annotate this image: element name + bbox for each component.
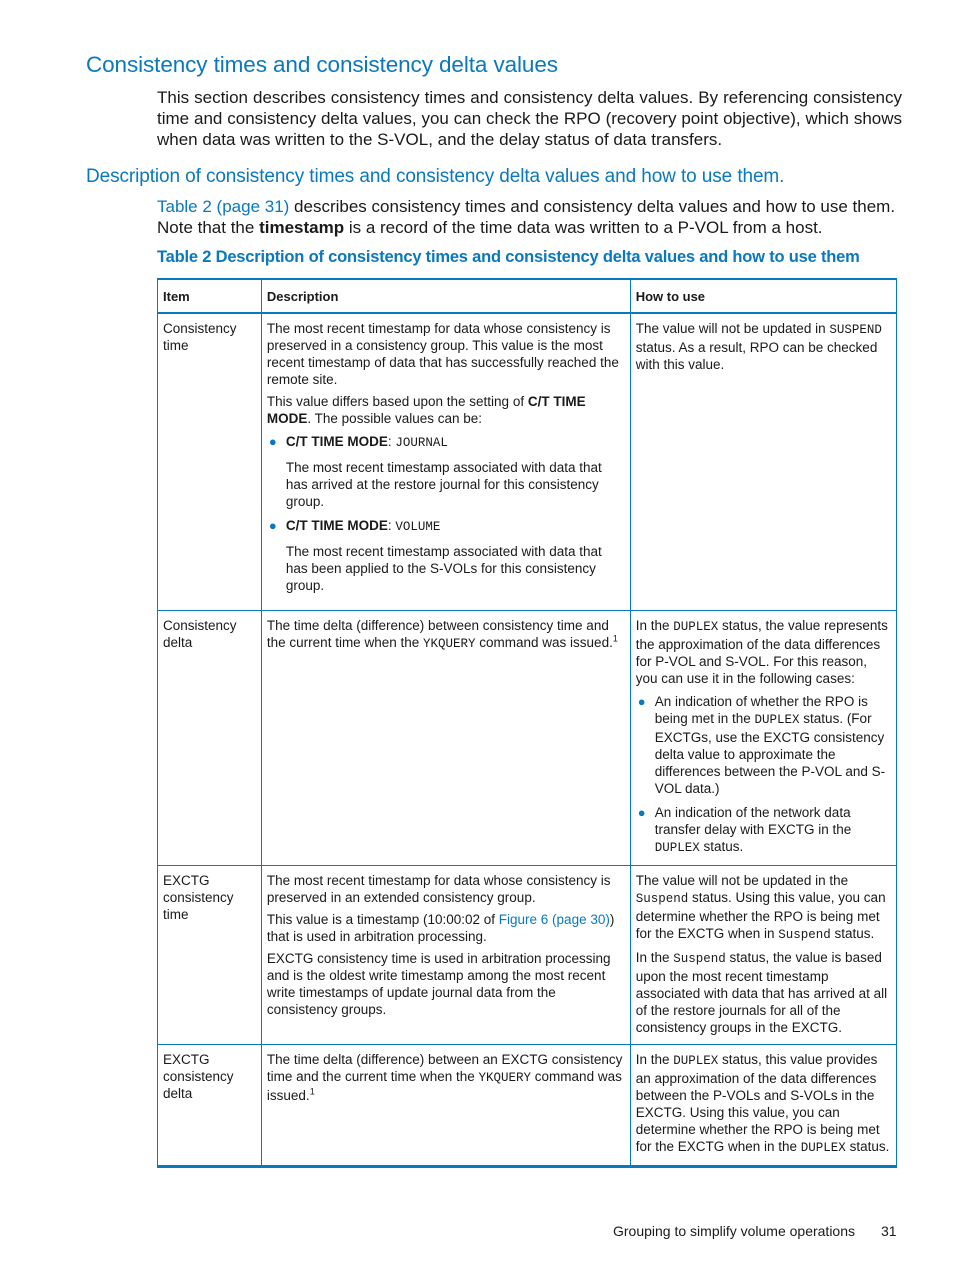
header-description: Description — [261, 279, 630, 313]
item-cell: Consistency delta — [158, 610, 262, 865]
sub-paragraph-text: describes consistency times and consistency delta values and how to use them. Note that the — [157, 197, 896, 237]
section-heading: Consistency times and consistency delta values — [86, 52, 558, 77]
use-text: The value will not be updated in the Suspend status. Using this value, you can determine whether the RPO is being met for the EXCTG when in Suspend status. — [635, 872, 886, 942]
use-case-list — [636, 693, 891, 857]
desc-text: This value differs based upon the setting of C/T TIME MODE. The possible values can be: — [266, 394, 586, 426]
description-cell — [261, 313, 630, 610]
item-cell: EXCTG consistency delta — [158, 1044, 262, 1166]
list-item: ● C/T TIME MODE: JOURNAL The most recent timestamp associated with data that has arrived at the restore journal for this consistency group. — [267, 433, 625, 510]
description-table — [157, 278, 897, 1168]
figure-link[interactable]: Figure 6 (page 30) — [498, 911, 610, 927]
list-item: ● C/T TIME MODE: VOLUME The most recent timestamp associated with data that has been applied to the S-VOLs for this consistency group. — [267, 517, 625, 594]
description-cell — [261, 865, 630, 1044]
table-row — [158, 865, 897, 1044]
table-row — [158, 313, 897, 610]
desc-text: The most recent timestamp associated with data that has been applied to the S-VOLs for this consistency group. — [285, 544, 602, 593]
page-number: 31 — [881, 1223, 897, 1239]
desc-text: The most recent timestamp for data whose consistency is preserved in an extended consistency group. — [266, 872, 611, 905]
how-to-use-cell: The value will not be updated in SUSPEND status. As a result, RPO can be checked with this value. — [630, 313, 896, 610]
how-to-use-cell — [630, 610, 896, 865]
use-text: In the Suspend status, the value is based upon the most recent timestamp associated with data that has arrived at all of the restore journals for all of the consistency groups in the EXCTG. — [635, 949, 888, 1035]
sub-paragraph — [157, 196, 902, 238]
table-row — [158, 1044, 897, 1166]
list-item: ● An indication of whether the RPO is being met in the DUPLEX status. (For EXCTGs, use the EXCTG consistency delta value to approximate the differences between the P-VOL and S-VOL data.) — [637, 693, 886, 796]
table-link[interactable]: Table 2 (page 31) — [157, 197, 290, 216]
table-caption: Table 2 Description of consistency times and consistency delta values and how to use them — [157, 248, 860, 266]
sub-paragraph-text-end: is a record of the time data was written to a P-VOL from a host. — [344, 218, 823, 237]
description-cell: The time delta (difference) between an EXCTG consistency time and the current time when the YKQUERY command was issued.$^1$ — [261, 1044, 630, 1166]
desc-text: The most recent timestamp associated with data that has arrived at the restore journal for this consistency group. — [285, 460, 602, 509]
item-cell: Consistency time — [158, 313, 262, 610]
desc-text: This value is a timestamp (10:00:02 of Figure 6 (page 30)) that is used in arbitration processing. — [266, 911, 615, 944]
how-to-use-cell: In the DUPLEX status, this value provides an approximation of the data differences between the P-VOLs and S-VOLs in the EXCTG. Using this value, you can determine whether the RPO is being met for the EXCTG when in the DUPLEX status. — [630, 1044, 896, 1166]
table-header-row — [158, 279, 897, 313]
desc-text: The most recent timestamp for data whose consistency is preserved in a consistency group. This value is the most recent timestamp of data that has successfully reached the remote site. — [266, 321, 619, 387]
header-item: Item — [158, 279, 262, 313]
footer-text: Grouping to simplify volume operations — [613, 1223, 856, 1239]
bullet-icon: ● — [637, 693, 646, 709]
bullet-icon: ● — [268, 434, 277, 449]
use-text: In the DUPLEX status, the value represents the approximation of the data differences for P-VOL and S-VOL. For this reason, you can use it in the following cases: — [635, 617, 888, 686]
item-cell: EXCTG consistency time — [158, 865, 262, 1044]
desc-text: EXCTG consistency time is used in arbitration processing and is the oldest write timestamp among the most recent write timestamps of update journal data from the consistency groups. — [266, 950, 611, 1017]
intro-paragraph: This section describes consistency times and consistency delta values. By referencing consistency time and consistency delta values, you can check the RPO (recovery point objective), which shows when data was written to the S-VOL, and the delay status of data transfers. — [157, 88, 902, 149]
header-how-to-use: How to use — [630, 279, 896, 313]
timestamp-term: timestamp — [259, 218, 345, 237]
list-item: ● An indication of the network data transfer delay with EXCTG in the DUPLEX status. — [637, 804, 852, 855]
how-to-use-cell — [630, 865, 896, 1044]
bullet-icon: ● — [268, 518, 277, 533]
mode-list — [267, 433, 625, 594]
description-cell: The time delta (difference) between consistency time and the current time when the YKQUERY command was issued.$^1$ — [261, 610, 630, 865]
sub-heading: Description of consistency times and consistency delta values and how to use them. — [86, 166, 785, 187]
bullet-icon: ● — [637, 804, 646, 820]
table-row — [158, 610, 897, 865]
